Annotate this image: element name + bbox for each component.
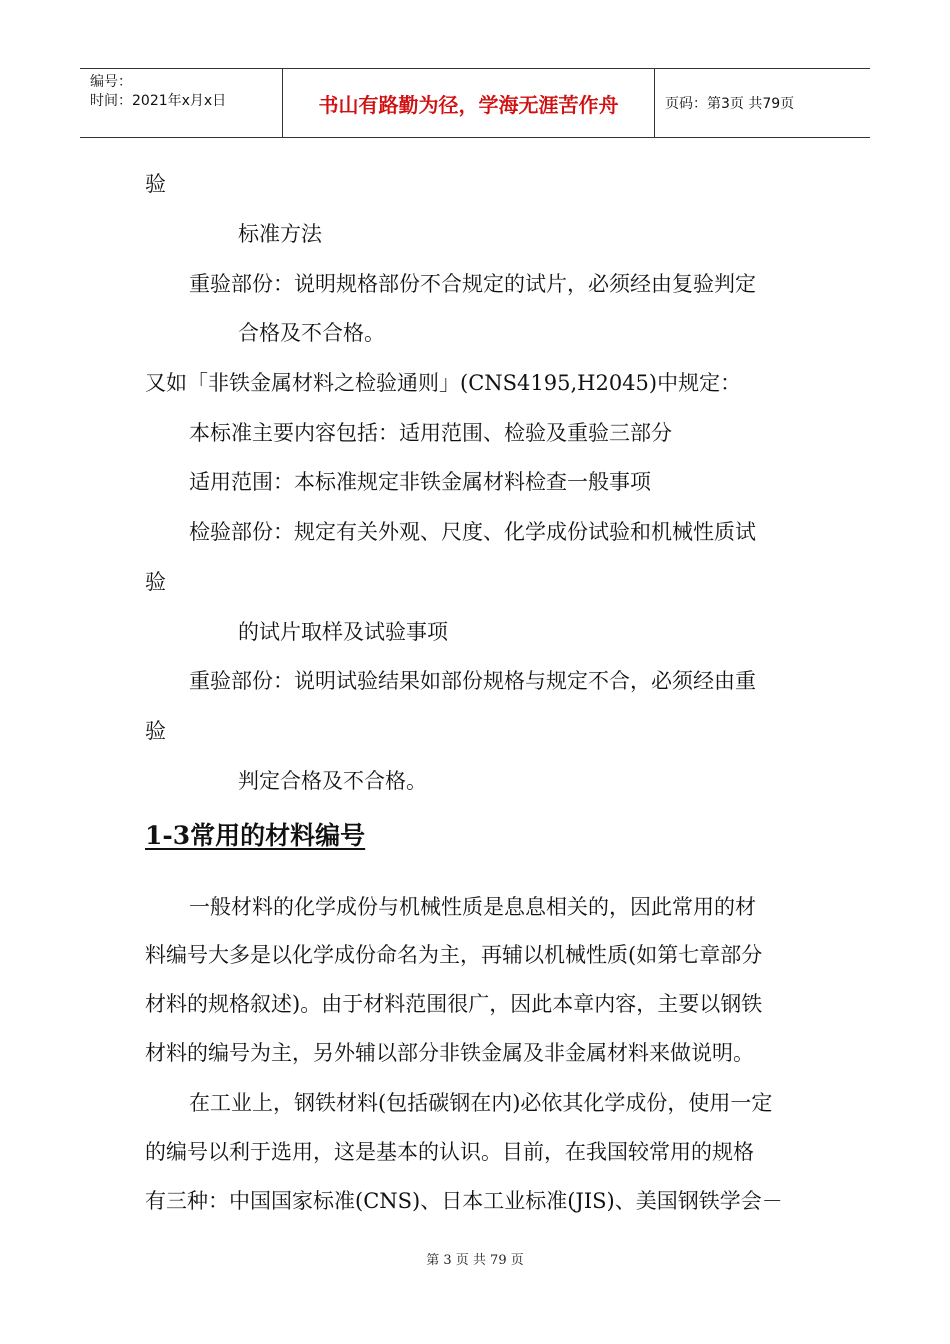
header-motto: 书山有路勤为径，学海无涯苦作舟: [283, 69, 655, 137]
header-meta: [80, 69, 283, 137]
paragraph-line: 一般材料的化学成份与机械性质是息息相关的，因此常用的材: [189, 895, 756, 919]
body-line: 验: [145, 719, 166, 743]
paragraph-line: 的编号以利于选用，这是基本的认识。目前，在我国较常用的规格: [145, 1140, 754, 1164]
body-line: 检验部份：规定有关外观、尺度、化学成份试验和机械性质试: [189, 520, 756, 544]
page-header: [80, 68, 870, 138]
body-line: 判定合格及不合格。: [238, 769, 427, 793]
body-line: 重验部份：说明试验结果如部份规格与规定不合，必须经由重: [189, 669, 756, 693]
document-number: 编号：: [90, 74, 132, 90]
document-date: 时间：2021年x月x日: [90, 93, 227, 109]
body-line: 验: [145, 172, 166, 196]
paragraph-line: 有三种：中国国家标准(CNS)、日本工业标准(JIS)、美国钢铁学会－: [145, 1189, 783, 1213]
body-line: 本标准主要内容包括：适用范围、检验及重验三部分: [189, 421, 672, 445]
body-line: 重验部份：说明规格部份不合规定的试片，必须经由复验判定: [189, 272, 756, 296]
header-page-info: 页码：第3页 共79页: [665, 96, 795, 112]
body-line: 的试片取样及试验事项: [238, 620, 448, 644]
body-line: 适用范围：本标准规定非铁金属材料检查一般事项: [189, 470, 651, 494]
section-heading: 1-3常用的材料编号: [145, 821, 366, 850]
paragraph-line: 材料的编号为主，另外辅以部分非铁金属及非金属材料来做说明。: [145, 1041, 754, 1065]
paragraph-line: 料编号大多是以化学成份命名为主，再辅以机械性质(如第七章部分: [145, 943, 763, 967]
body-line: 标准方法: [238, 222, 322, 246]
paragraph-line: 材料的规格叙述)。由于材料范围很广，因此本章内容，主要以钢铁: [145, 992, 763, 1016]
page-footer: 第 3 页 共 79 页: [426, 1253, 524, 1268]
body-line: 验: [145, 570, 166, 594]
body-line: 又如「非铁金属材料之检验通则」(CNS4195,H2045)中规定：: [145, 371, 742, 395]
paragraph-line: 在工业上，钢铁材料(包括碳钢在内)必依其化学成份，使用一定: [189, 1091, 773, 1115]
body-line: 合格及不合格。: [238, 321, 385, 345]
